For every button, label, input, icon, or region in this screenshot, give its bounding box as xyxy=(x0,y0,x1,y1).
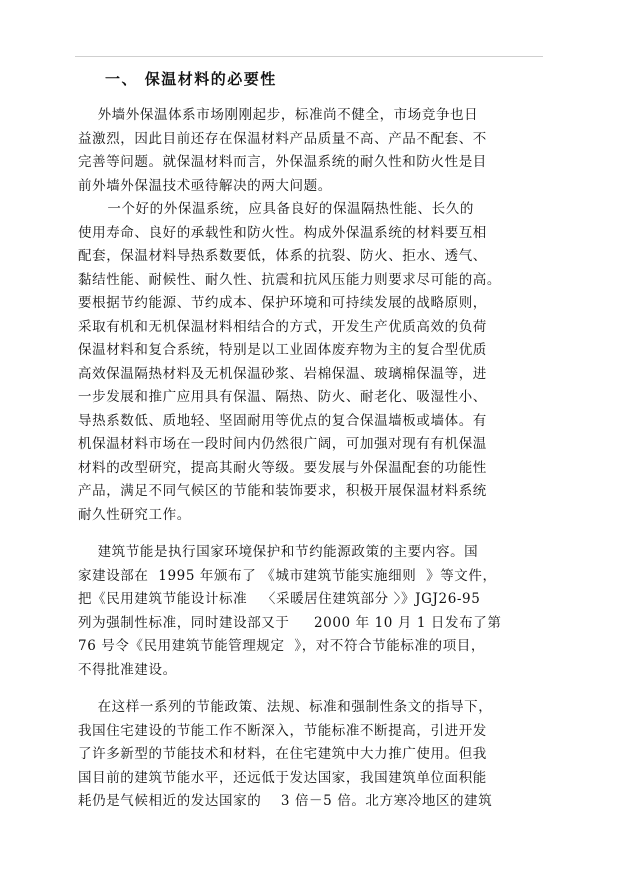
text-line: 配套，保温材料导热系数要低，体系的抗裂、防火、拒水、透气、 xyxy=(78,248,487,264)
text-line: 一个好的外保温系统，应具备良好的保温隔热性能、长久的 xyxy=(78,201,474,217)
paragraph xyxy=(78,104,548,527)
text-line: 产品，满足不同气候区的节能和装饰要求，积极开展保温材料系统 xyxy=(78,483,487,499)
text-line: 要根据节约能源、节约成本、保护环境和可持续发展的战略原则， xyxy=(78,295,487,311)
text-line: 机保温材料市场在一段时间内仍然很广阔，可加强对现有有机保温 xyxy=(78,436,487,452)
text-line: 耗仍是气候相近的发达国家的 3 倍－5 倍。北方寒冷地区的建筑 xyxy=(78,793,493,809)
header-rule xyxy=(75,56,543,57)
text-line: 了许多新型的节能技术和材料，在住宅建筑中大力推广使用。但我 xyxy=(78,746,487,762)
text-line: 建筑节能是执行国家环境保护和节约能源政策的主要内容。国 xyxy=(78,544,479,560)
section-heading: 一、 保温材料的必要性 xyxy=(105,70,277,88)
text-line: 耐久性研究工作。 xyxy=(78,506,191,523)
text-line: 外墙外保温体系市场刚刚起步，标准尚不健全，市场竞争也日 xyxy=(78,107,479,123)
text-line: 采取有机和无机保温材料相结合的方式，开发生产优质高效的负荷 xyxy=(78,318,487,335)
text-line: 家建设部在 1995 年颁布了 《城市建筑节能实施细则 》等文件， xyxy=(78,567,497,584)
paragraph-gap xyxy=(78,682,548,696)
text-line: 列为强制性标准，同时建设部又于 2000 年 10 月 1 日发布了第 xyxy=(78,614,502,631)
text-line: 导热系数低、质地轻、坚固耐用等优点的复合保温墙板或墙体。有 xyxy=(78,412,487,429)
text-line: 材料的改型研究，提高其耐火等级。要发展与外保温配套的功能性 xyxy=(78,459,487,476)
text-line: 益激烈，因此目前还存在保温材料产品质量不高、产品不配套、不 xyxy=(78,130,487,147)
text-line: 使用寿命、良好的承载性和防火性。构成外保温系统的材料要互相 xyxy=(78,224,487,241)
text-line: 保温材料和复合系统，特别是以工业固体废弃物为主的复合型优质 xyxy=(78,342,487,358)
paragraph xyxy=(78,696,548,814)
text-line: 把《民用建筑节能设计标准 〈采暖居住建筑部分 〉》JGJ26-95 xyxy=(78,591,481,607)
text-line: 我国住宅建设的节能工作不断深入，节能标准不断提高，引进开发 xyxy=(78,722,487,739)
text-line: 完善等问题。就保温材料而言，外保温系统的耐久性和防火性是目 xyxy=(78,154,487,170)
text-line: 国目前的建筑节能水平，还远低于发达国家，我国建筑单位面积能 xyxy=(78,769,487,786)
paragraph xyxy=(78,541,548,682)
text-line: 前外墙外保温技术亟待解决的两大问题。 xyxy=(78,177,332,194)
text-line: 不得批准建设。 xyxy=(78,661,177,678)
text-line: 76 号令《民用建筑节能管理规定 》，对不符合节能标准的项目， xyxy=(78,638,486,654)
text-line: 在这样一系列的节能政策、法规、标准和强制性条文的指导下， xyxy=(78,699,493,715)
text-line: 高效保温隔热材料及无机保温砂浆、岩棉保温、玻璃棉保温等，进 xyxy=(78,365,487,382)
document-body xyxy=(78,104,548,814)
text-line: 一步发展和推广应用具有保温、隔热、防火、耐老化、吸湿性小、 xyxy=(78,389,487,405)
text-line: 黏结性能、耐候性、耐久性、抗震和抗风压能力则要求尽可能的高。 xyxy=(78,271,501,288)
paragraph-gap xyxy=(78,527,548,541)
